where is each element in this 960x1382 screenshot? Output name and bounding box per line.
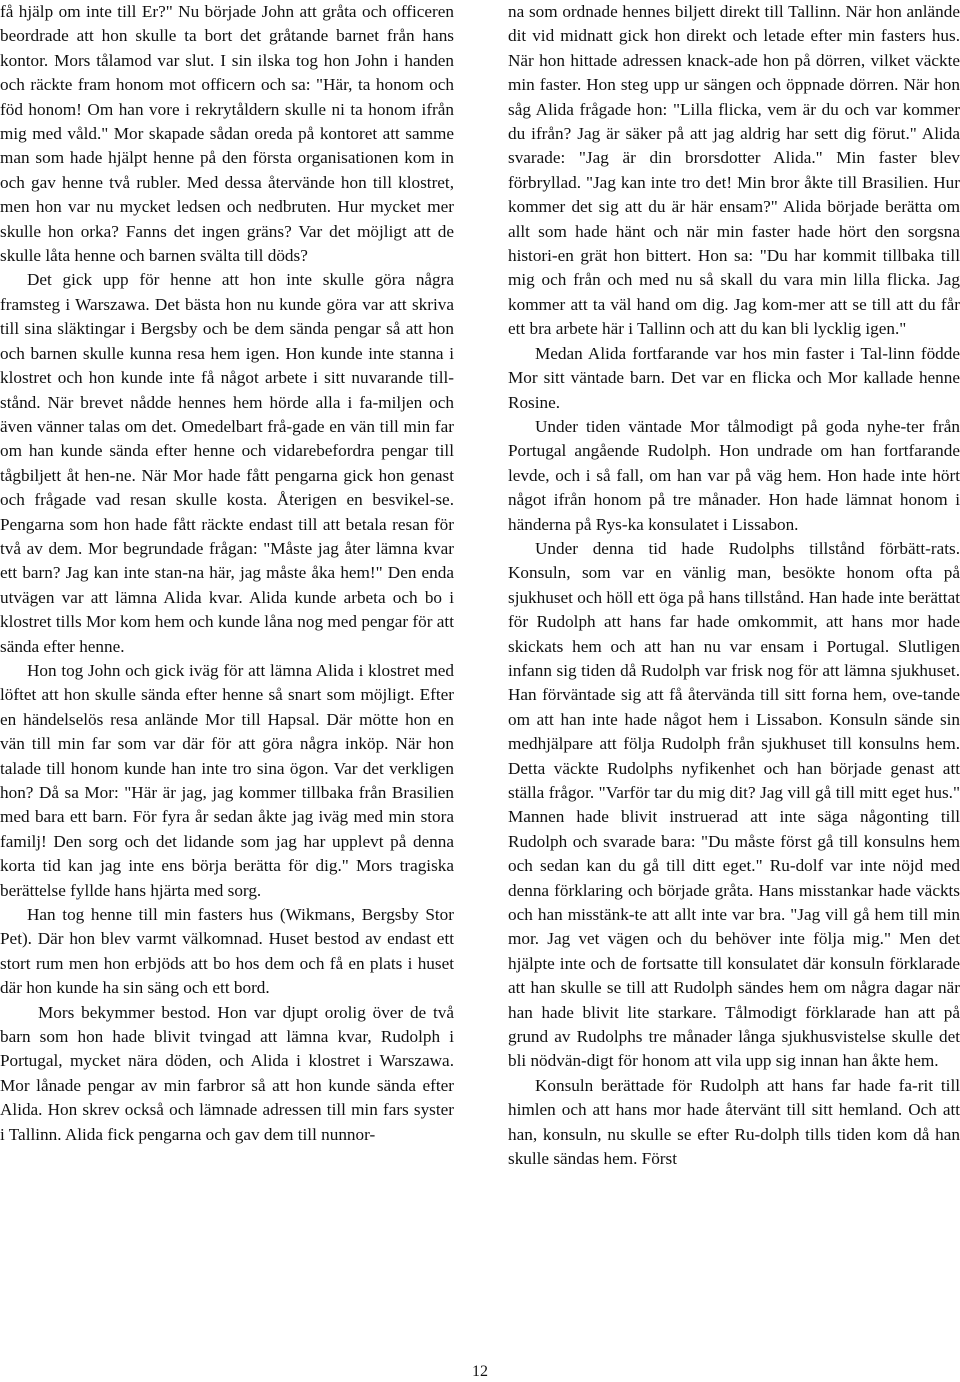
paragraph: na som ordnade hennes biljett direkt till Tallinn. När hon anlände dit vid midnatt gick hon direkt och letade efter min fasters hus. När hon hittade adressen knack-ade hon på dörren, vilket väckte min faster. Hon steg upp ur sängen och öppnade dörren. När hon såg Alida frågade hon: "Lilla flicka, vem är du och var kommer du ifrån? Jag är säker på att jag aldrig har sett dig förut." Alida svarade: "Jag är din brorsdotter Alida." Min faster blev förbryllad. "Jag kan inte tro det! Min bror åkte till Brasilien. Hur kommer det sig att du är här ensam?" Alida började berätta om allt som hade hänt och när min faster hade hört den sorgsna histori-en grät hon bittert. Hon sa: "Du har kommit tillbaka till mig och från och med nu så skall du vara min lilla flicka. Jag kommer att ta väl hand om dig. Jag kom-mer att se till att du får ett bra arbete här i Tallinn och att du kan bli lycklig igen." [508,2,960,339]
paragraph: Under denna tid hade Rudolphs tillstånd förbätt-rats. Konsuln, som var en vänlig man, besökte honom ofta på sjukhuset och höll ett öga på hans tillstånd. Han hade inte berättat för Rudolph att hans far hade omkommit, att hans mor hade skickats hem och att han nu var ensam i Portugal. Slutligen infann sig tiden då Rudolph var frisk nog för att lämna sjukhuset. Han förväntade sig att få återvända till sitt forna hem, ove-tande om att han inte hade något hem i Lissabon. Konsuln sände sin medhjälpare att följa Rudolph från sjukhuset till konsulns hem. Detta väckte Rudolphs nyfikenhet och han började genast att ställa frågor. "Varför tar du mig dit? Jag vill gå till mitt eget hus." Mannen hade blivit instruerad att inte säga någonting till Rudolph och svarade bara: "Du måste först gå till konsulns hem och sedan kan du gå till ditt eget." Ru-dolf var inte nöjd med denna förklaring och började gråta. Hans misstankar hade väckts och han misstänk-te att allt inte var bra. "Jag vill gå hem till min mor. Jag vet vägen och du behöver inte följa mig." Men det hjälpte inte och de fortsatte till konsulatet där konsuln förklarade att han skulle se till att Rudolph sändes hem om några dagar när han hade blivit lite starkare. Tålmodigt förklarade han att på grund av Rudolphs tre månader långa sjukhusvistelse skulle det bli nödvän-digt för honom att vila upp sig innan han åkte hem. [508,538,960,1071]
paragraph: Konsuln berättade för Rudolph att hans far hade fa-rit till himlen och att hans mor hade återvänt till sitt hemland. Och att han, konsuln, nu skulle se efter Ru-dolph tills tiden kom då han skulle sändas hem. Först [508,1075,960,1169]
paragraph: Hon tog John och gick iväg för att lämna Alida i klostret med löftet att hon skulle sända efter henne så snart som möjligt. Efter en händelselös resa anlände Mor till Hapsal. Där mötte hon en vän till min far som var där för att göra några inköp. När hon talade till honom kunde han inte tro sina ögon. Var det verkligen hon? Då sa Mor: "Här är jag, jag kommer tillbaka från Brasilien med bara ett barn. För fyra år sedan åkte jag iväg med min stora familj! Den sorg och det lidande som jag har upplevt på denna korta tid kan jag inte ens börja berätta för dig." Mors tragiska berättelse fyllde hans hjärta med sorg. [0,660,454,900]
text-column-left [0,0,454,1147]
paragraph: Han tog henne till min fasters hus (Wikmans, Bergsby Stor Pet). Där hon blev varmt välkomnad. Huset bestod av endast ett stort rum men hon erbjöds att bo hos dem och få en plats i huset där hon kunde ha sin säng och ett bord. [0,905,454,998]
paragraph: Mors bekymmer bestod. Hon var djupt orolig över de två barn som hon hade blivit tvingad att lämna kvar, Rudolph i Portugal, mycket nära döden, och Alida i klostret i Warszawa. Mor lånade pengar av min farbror så att hon kunde sända efter Alida. Hon skrev också och lämnade adressen till min fars syster i Tallinn. Alida fick pengarna och gav dem till nunnor- [0,1002,454,1144]
paragraph: Det gick upp för henne att hon inte skulle göra några framsteg i Warszawa. Det bästa hon nu kunde göra var att skriva till sina släktingar i Bergsby och be dem sända pengar så att hon och barnen skulle kunna resa hem igen. Hon kunde inte stanna i klostret och hon kunde inte få något arbete i sitt nuvarande till-stånd. När brevet nådde hennes hem hörde alla i fa-miljen och även vänner talas om det. Omedelbart frå-gade en vän till min far om han kunde sända efter henne och vidarebefordra pengar till tågbiljett åt hen-ne. När Mor hade fått pengarna gick hon genast och frågade vad resan skulle kosta. Återigen en besvikel-se. Pengarna som hon hade fått räckte endast till att betala resan för två av dem. Mor begrundade frågan: "Måste jag åter lämna kvar ett barn? Jag kan inte stan-na här, jag måste åka hem!" Den enda utvägen var att lämna Alida kvar. Alida kunde arbeta och bo i klostret tills Mor kom hem och kunde låna nog med pengar för att sända efter henne. [0,270,454,656]
paragraph: få hjälp om inte till Er?" Nu började John att gråta och officeren beordrade att hon skulle ta bort det gråtande barnet från hans kontor. Mors tålamod var slut. I sin ilska tog hon John i handen och räckte fram honom mot officern och sa: "Här, ta honom och föd honom! Om han vore i rekrytåldern skulle ni ta honom ifrån mig med våld." Mor skapade sådan oreda på kontoret att samme man som hade hjälpt henne på den första organisationen kom in och gav henne två rubler. Med dessa återvände hon till klostret, men hon var nu mycket ledsen och nedbruten. Hur mycket mer skulle hon orka? Fanns det ingen gräns? Var det möjligt att de skulle låta henne och barnen svälta till döds? [0,2,454,266]
text-column-right [508,0,960,1172]
paragraph: Under tiden väntade Mor tålmodigt på goda nyhe-ter från Portugal angående Rudolph. Hon undrade om han fortfarande levde, och i så fall, om han var på väg hem. Hon hade inte hört något ifrån honom på tre månader. Hon hade lämnat honom i händerna på Rys-ka konsulatet i Lissabon. [508,416,960,534]
paragraph: Medan Alida fortfarande var hos min faster i Tal-linn födde Mor sitt väntade barn. Det var en flicka och Mor kallade henne Rosine. [508,343,960,412]
page-number: 12 [472,1363,488,1380]
